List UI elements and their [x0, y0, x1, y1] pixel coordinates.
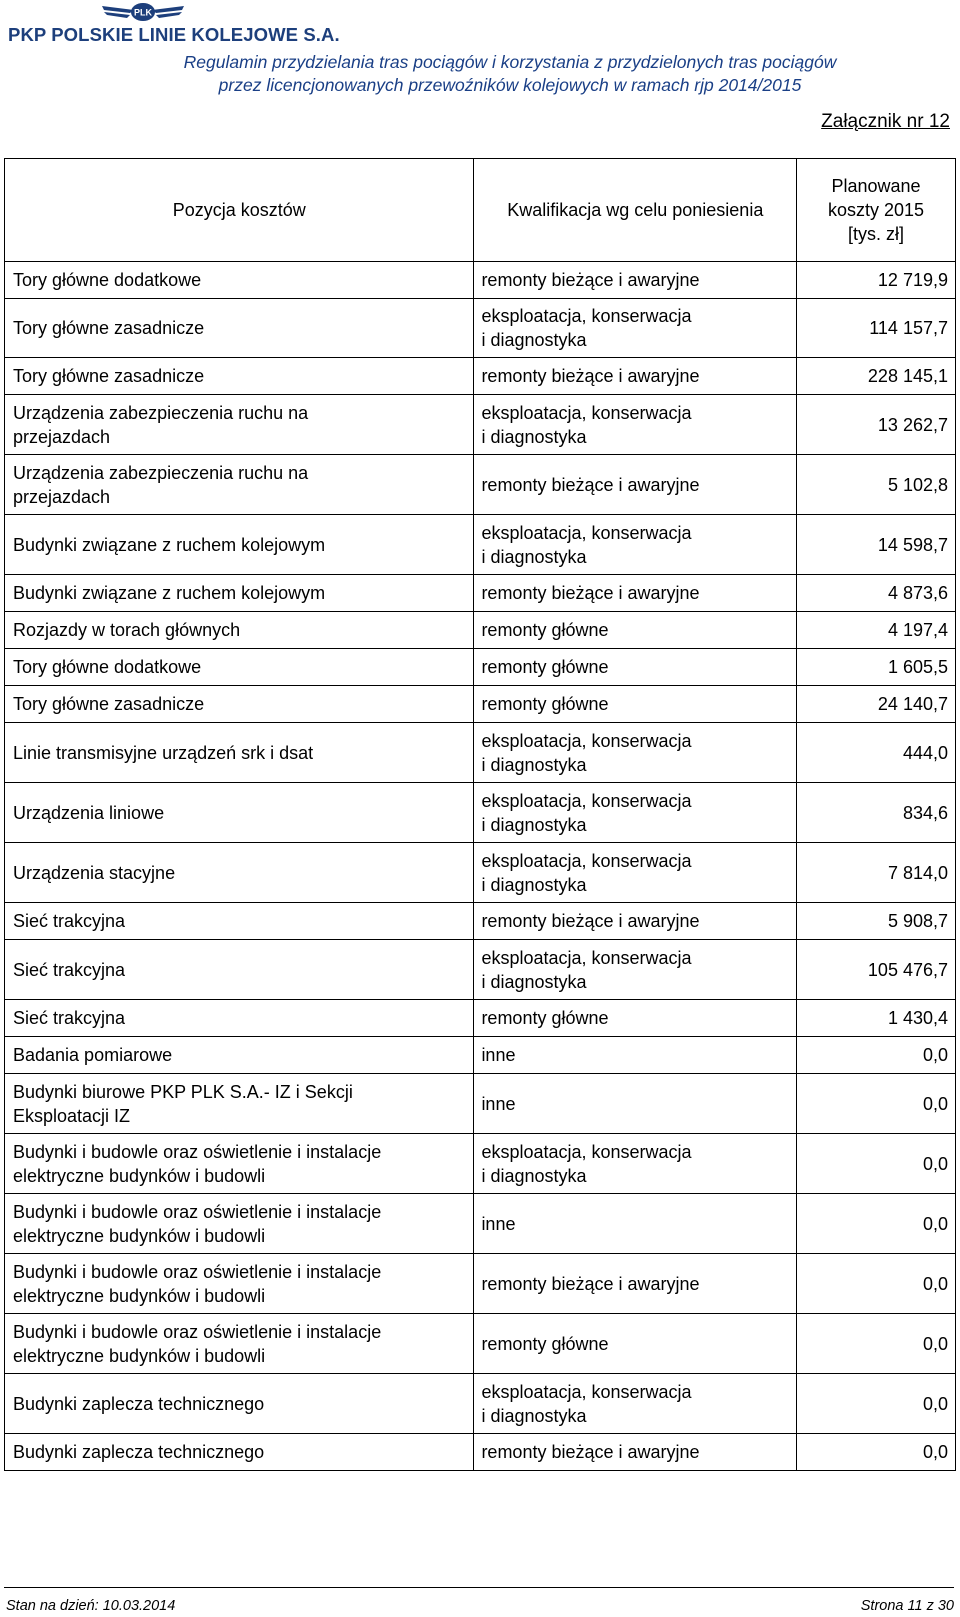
planned-cost-value: 0,0: [797, 1037, 956, 1074]
qualification-cell: [474, 1374, 797, 1434]
table-row: [5, 686, 956, 723]
qualification-cell: [474, 1434, 797, 1471]
qualification-text: eksploatacja, konserwacja: [481, 850, 692, 871]
qualification-text: inne: [481, 1045, 516, 1065]
cost-item-text: elektryczne budynków i budowli: [13, 1165, 266, 1186]
cost-item-cell: [5, 903, 474, 940]
planned-cost-value: 0,0: [797, 1254, 956, 1314]
cost-item-text: Sieć trakcyjna: [13, 911, 126, 931]
planned-cost-value: 1 430,4: [797, 1000, 956, 1037]
logo-text: PKP POLSKIE LINIE KOLEJOWE S.A.: [8, 24, 340, 45]
cost-item-cell: [5, 1037, 474, 1074]
qualification-text: i diagnostyka: [481, 1165, 587, 1186]
qualification-text: i diagnostyka: [481, 330, 587, 350]
header-planned-line: [tys. zł]: [848, 224, 905, 244]
qualification-text: i diagnostyka: [481, 814, 587, 835]
qualification-text: remonty główne: [481, 1008, 609, 1028]
cost-item-text: Tory główne zasadnicze: [13, 366, 205, 386]
qualification-cell: [474, 723, 797, 783]
cost-item-cell: [5, 686, 474, 723]
table-header-row: [5, 159, 956, 262]
planned-cost-value: 24 140,7: [797, 686, 956, 723]
cost-item-cell: [5, 1194, 474, 1254]
table-row: [5, 455, 956, 515]
qualification-cell: [474, 1254, 797, 1314]
cost-item-text: Budynki i budowle oraz oświetlenie i instalacje: [13, 1141, 382, 1162]
qualification-text: inne: [481, 1213, 516, 1234]
planned-cost-value: 0,0: [797, 1314, 956, 1374]
table-row: [5, 1074, 956, 1134]
cost-item-text: elektryczne budynków i budowli: [13, 1345, 266, 1366]
qualification-text: inne: [481, 1093, 516, 1114]
qualification-text: eksploatacja, konserwacja: [481, 790, 692, 811]
qualification-text: eksploatacja, konserwacja: [481, 1141, 692, 1162]
qualification-text: i diagnostyka: [481, 426, 587, 447]
table-row: [5, 299, 956, 358]
table-row: [5, 1254, 956, 1314]
annex-label: Załącznik nr 12: [821, 111, 950, 132]
cost-item-text: Badania pomiarowe: [13, 1045, 173, 1065]
cost-item-cell: [5, 575, 474, 612]
qualification-text: remonty bieżące i awaryjne: [481, 1442, 700, 1462]
table-row: [5, 940, 956, 1000]
qualification-text: remonty główne: [481, 620, 609, 640]
cost-item-text: Tory główne zasadnicze: [13, 694, 205, 714]
qualification-cell: [474, 783, 797, 843]
table-row: [5, 358, 956, 395]
cost-item-text: przejazdach: [13, 426, 111, 447]
qualification-cell: [474, 686, 797, 723]
cost-item-cell: [5, 1434, 474, 1471]
cost-item-text: Urządzenia liniowe: [13, 802, 165, 823]
cost-item-cell: [5, 649, 474, 686]
planned-cost-value: 12 719,9: [797, 262, 956, 299]
cost-item-text: Budynki zaplecza technicznego: [13, 1393, 265, 1414]
qualification-cell: [474, 575, 797, 612]
cost-item-cell: [5, 455, 474, 515]
cost-item-text: Eksploatacji IZ: [13, 1105, 131, 1126]
cost-item-cell: [5, 1374, 474, 1434]
qualification-cell: [474, 649, 797, 686]
planned-cost-value: 0,0: [797, 1374, 956, 1434]
table-row: [5, 395, 956, 455]
cost-item-cell: [5, 358, 474, 395]
logo-emblem-text: PLK: [134, 7, 152, 18]
planned-cost-value: 5 102,8: [797, 455, 956, 515]
qualification-cell: [474, 1000, 797, 1037]
planned-cost-value: 7 814,0: [797, 843, 956, 903]
cost-item-text: Budynki biurowe PKP PLK S.A.- IZ i Sekcji: [13, 1081, 353, 1102]
cost-item-text: Tory główne dodatkowe: [13, 270, 202, 290]
cost-item-cell: [5, 1000, 474, 1037]
table-row: [5, 262, 956, 299]
cost-item-cell: [5, 1254, 474, 1314]
qualification-cell: [474, 1074, 797, 1134]
cost-item-text: Budynki związane z ruchem kolejowym: [13, 534, 326, 555]
qualification-cell: [474, 940, 797, 1000]
cost-item-cell: [5, 723, 474, 783]
planned-cost-value: 834,6: [797, 783, 956, 843]
qualification-text: i diagnostyka: [481, 546, 587, 567]
planned-cost-value: 0,0: [797, 1134, 956, 1194]
cost-item-text: Sieć trakcyjna: [13, 959, 126, 980]
header-planned-costs: [797, 159, 956, 262]
header-qualification: Kwalifikacja wg celu poniesienia: [474, 159, 797, 262]
table-row: [5, 1194, 956, 1254]
table-row: [5, 783, 956, 843]
table-row: [5, 1134, 956, 1194]
planned-cost-value: 4 197,4: [797, 612, 956, 649]
planned-cost-value: 0,0: [797, 1074, 956, 1134]
header-planned-line: koszty 2015: [828, 200, 925, 220]
planned-cost-value: 1 605,5: [797, 649, 956, 686]
planned-cost-value: 4 873,6: [797, 575, 956, 612]
footer-date: Stan na dzień: 10.03.2014: [6, 1598, 176, 1614]
qualification-cell: [474, 843, 797, 903]
cost-item-cell: [5, 262, 474, 299]
qualification-cell: [474, 455, 797, 515]
table-row: [5, 1374, 956, 1434]
planned-cost-value: 444,0: [797, 723, 956, 783]
qualification-cell: [474, 299, 797, 358]
table-row: [5, 649, 956, 686]
qualification-text: remonty bieżące i awaryjne: [481, 366, 700, 386]
qualification-text: eksploatacja, konserwacja: [481, 730, 692, 751]
planned-cost-value: 5 908,7: [797, 903, 956, 940]
cost-item-cell: [5, 1134, 474, 1194]
cost-item-text: Tory główne zasadnicze: [13, 318, 205, 338]
cost-item-text: Tory główne dodatkowe: [13, 657, 202, 677]
table-row: [5, 1000, 956, 1037]
qualification-text: remonty bieżące i awaryjne: [481, 911, 700, 931]
pkp-plk-logo: [6, 2, 340, 45]
qualification-text: i diagnostyka: [481, 1405, 587, 1426]
qualification-cell: [474, 1194, 797, 1254]
table-row: [5, 612, 956, 649]
qualification-cell: [474, 1037, 797, 1074]
table-row: [5, 1434, 956, 1471]
qualification-text: remonty główne: [481, 694, 609, 714]
cost-item-text: przejazdach: [13, 486, 111, 507]
planned-cost-value: 14 598,7: [797, 515, 956, 575]
qualification-text: i diagnostyka: [481, 754, 587, 775]
qualification-cell: [474, 262, 797, 299]
cost-item-text: elektryczne budynków i budowli: [13, 1225, 266, 1246]
cost-item-text: Budynki i budowle oraz oświetlenie i instalacje: [13, 1201, 382, 1222]
cost-item-text: Linie transmisyjne urządzeń srk i dsat: [13, 742, 314, 763]
qualification-cell: [474, 395, 797, 455]
qualification-text: eksploatacja, konserwacja: [481, 1381, 692, 1402]
table-row: [5, 575, 956, 612]
qualification-text: eksploatacja, konserwacja: [481, 947, 692, 968]
cost-item-text: Urządzenia zabezpieczenia ruchu na: [13, 462, 309, 483]
cost-item-text: Budynki i budowle oraz oświetlenie i instalacje: [13, 1261, 382, 1282]
cost-item-cell: [5, 612, 474, 649]
qualification-cell: [474, 515, 797, 575]
planned-cost-value: 0,0: [797, 1434, 956, 1471]
cost-table: [4, 158, 956, 1471]
qualification-text: remonty główne: [481, 1333, 609, 1354]
qualification-cell: [474, 358, 797, 395]
qualification-text: eksploatacja, konserwacja: [481, 306, 692, 326]
table-row: [5, 515, 956, 575]
cost-item-text: Urządzenia zabezpieczenia ruchu na: [13, 402, 309, 423]
regulation-title-line2: przez licencjonowanych przewoźników kolejowych w ramach rjp 2014/2015: [218, 75, 802, 95]
footer-divider: [4, 1587, 954, 1588]
qualification-text: remonty bieżące i awaryjne: [481, 270, 700, 290]
cost-item-cell: [5, 1074, 474, 1134]
footer-page-number: Strona 11 z 30: [860, 1598, 954, 1614]
qualification-text: remonty bieżące i awaryjne: [481, 474, 700, 495]
cost-item-text: elektryczne budynków i budowli: [13, 1285, 266, 1306]
table-row: [5, 903, 956, 940]
qualification-text: i diagnostyka: [481, 874, 587, 895]
header-cost-item: Pozycja kosztów: [5, 159, 474, 262]
planned-cost-value: 105 476,7: [797, 940, 956, 1000]
table-row: [5, 1037, 956, 1074]
table-row: [5, 843, 956, 903]
cost-item-text: Budynki związane z ruchem kolejowym: [13, 583, 326, 603]
regulation-title-line1: Regulamin przydzielania tras pociągów i korzystania z przydzielonych tras pociągów: [183, 52, 837, 72]
planned-cost-value: 0,0: [797, 1194, 956, 1254]
qualification-text: remonty główne: [481, 657, 609, 677]
planned-cost-value: 228 145,1: [797, 358, 956, 395]
cost-item-text: Urządzenia stacyjne: [13, 862, 176, 883]
cost-item-cell: [5, 783, 474, 843]
qualification-text: remonty bieżące i awaryjne: [481, 1273, 700, 1294]
cost-item-text: Budynki zaplecza technicznego: [13, 1442, 265, 1462]
qualification-cell: [474, 612, 797, 649]
cost-item-cell: [5, 395, 474, 455]
table-row: [5, 723, 956, 783]
qualification-text: eksploatacja, konserwacja: [481, 402, 692, 423]
qualification-text: remonty bieżące i awaryjne: [481, 583, 700, 603]
planned-cost-value: 114 157,7: [797, 299, 956, 358]
planned-cost-value: 13 262,7: [797, 395, 956, 455]
table-row: [5, 1314, 956, 1374]
winged-emblem-icon: [100, 2, 186, 24]
cost-item-text: Budynki i budowle oraz oświetlenie i instalacje: [13, 1321, 382, 1342]
qualification-text: eksploatacja, konserwacja: [481, 522, 692, 543]
qualification-text: i diagnostyka: [481, 971, 587, 992]
cost-item-cell: [5, 940, 474, 1000]
qualification-cell: [474, 903, 797, 940]
qualification-cell: [474, 1134, 797, 1194]
header-planned-line: Planowane: [831, 176, 921, 196]
cost-item-text: Sieć trakcyjna: [13, 1008, 126, 1028]
cost-item-cell: [5, 1314, 474, 1374]
cost-item-text: Rozjazdy w torach głównych: [13, 620, 241, 640]
qualification-cell: [474, 1314, 797, 1374]
cost-item-cell: [5, 515, 474, 575]
cost-item-cell: [5, 843, 474, 903]
cost-item-cell: [5, 299, 474, 358]
